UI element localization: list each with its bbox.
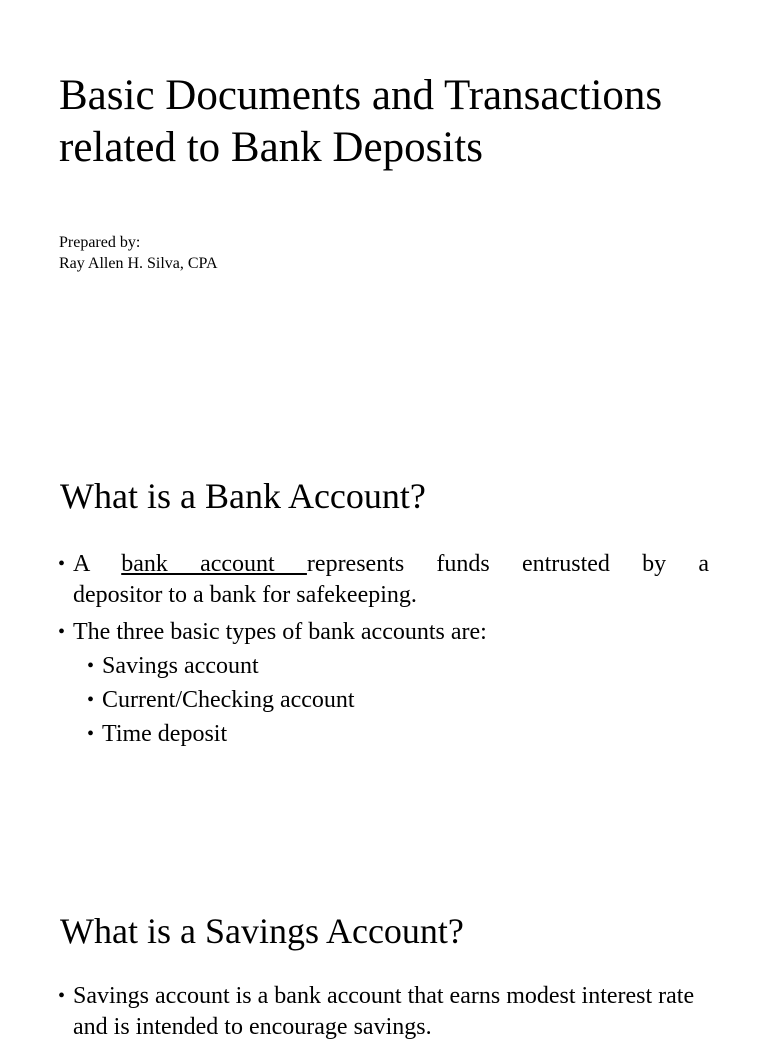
sub-bullet-item (87, 685, 709, 716)
bullet-text (73, 549, 709, 611)
sub-bullet-list (87, 651, 709, 750)
presentation-title: Basic Documents and Transactions related to Bank Deposits (59, 72, 663, 171)
bullet-text: The three basic types of bank accounts are: (73, 619, 487, 645)
account-type-current: Current/Checking account (102, 687, 355, 713)
prepared-by-label: Prepared by: (59, 234, 141, 251)
bullet-icon: • (87, 689, 95, 711)
bullet-item (58, 549, 709, 611)
bullet-list (58, 549, 709, 756)
slide-heading: What is a Savings Account? (60, 911, 464, 951)
bullet-icon: • (58, 985, 66, 1007)
account-type-time-deposit: Time deposit (102, 721, 228, 747)
bullet-icon: • (58, 621, 66, 643)
bullet-line2: depositor to a bank for safekeeping. (73, 582, 417, 608)
presentation-subtitle (59, 232, 218, 274)
bullet-line1-rest: represents funds entrusted by a (306, 551, 709, 577)
sub-bullet-item (87, 719, 709, 750)
slide-heading: What is a Bank Account? (60, 476, 426, 516)
bullet-icon: • (87, 655, 95, 677)
author-name: Ray Allen H. Silva, CPA (59, 255, 218, 272)
savings-account-slide (0, 864, 768, 1040)
bank-account-slide (0, 432, 768, 864)
bullet-icon: • (87, 723, 95, 745)
bullet-item (58, 617, 709, 750)
account-type-savings: Savings account (102, 653, 259, 679)
bullet-list (58, 981, 709, 1049)
sub-bullet-item (87, 651, 709, 682)
bullet-icon: • (58, 553, 66, 575)
bank-account-term: bank account (121, 551, 307, 577)
bullet-text: Savings account is a bank account that earns modest interest rate and is intended to encourage savings. (73, 983, 695, 1040)
title-slide (0, 0, 768, 432)
bullet-prefix: A (73, 551, 122, 577)
bullet-item (58, 981, 709, 1043)
